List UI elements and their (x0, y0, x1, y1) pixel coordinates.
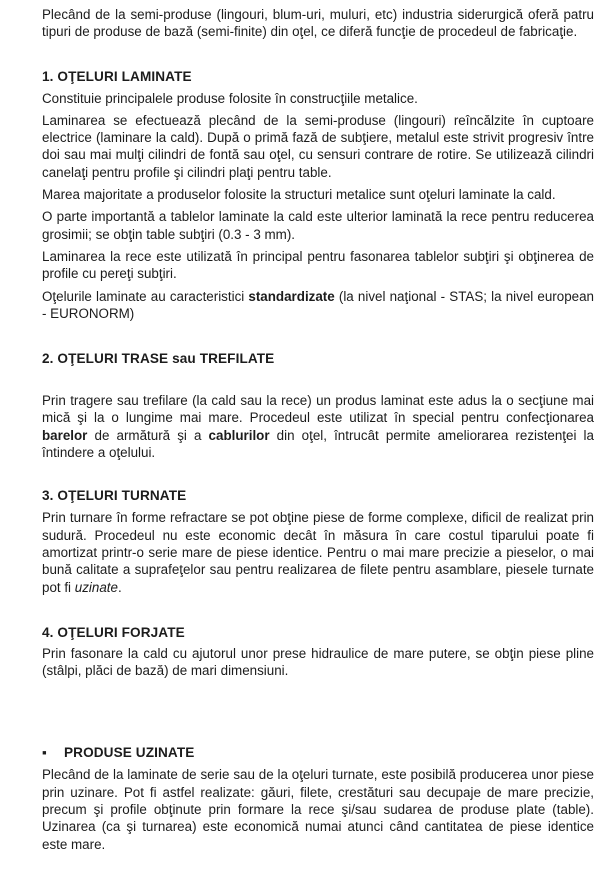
section-1-paragraph-1: Constituie principalele produse folosite în construcţiile metalice. (42, 90, 418, 106)
section-1-heading: 1. OŢELURI LAMINATE (42, 68, 192, 84)
section-3-paragraph-1 (42, 509, 594, 595)
bold-term-standardizate: standardizate (248, 288, 335, 304)
section-5-title: PRODUSE UZINATE (64, 745, 195, 761)
intro-paragraph: Plecând de la semi-produse (lingouri, blum-uri, muluri, etc) industria siderurgică oferă patru tipuri de produse de bază (semi-finite) din oţel, ce diferă funcţie de procedeul de fabricaţie. (42, 7, 594, 40)
text-run: din oţel, întrucât permite ameliorarea rezistenţei la întindere a oţelului. (42, 427, 594, 461)
section-1-paragraph-2: Laminarea se efectuează plecând de la semi-produse (lingouri) reîncălzite în cuptoare electrice (laminare la cald). După o primă fază de subţiere, metalul este strivit progresiv între doi sau mai mulţi cilindri de fontă sau oţel, cu sensuri contrare de rotire. Se utilizează cilindri canelaţi pentru profile şi cilindri plaţi pentru table. (42, 112, 594, 180)
section-1-paragraph-5: Laminarea la rece este utilizată în principal pentru fasonarea tablelor subţiri şi obţinerea de profile cu pereţi subţiri. (42, 248, 594, 282)
section-4-heading: 4. OŢELURI FORJATE (42, 624, 185, 640)
section-1-paragraph-3: Marea majoritate a produselor folosite la structuri metalice sunt oţeluri laminate la cald. (42, 187, 556, 203)
italic-term-uzinate: uzinate (74, 579, 118, 595)
text-run: . (117, 579, 122, 595)
text-run: Oţelurile laminate au caracteristici (42, 288, 249, 304)
section-3-heading: 3. OŢELURI TURNATE (42, 488, 187, 504)
section-2-paragraph-1 (42, 392, 594, 461)
document-page (42, 2, 594, 853)
square-bullet-icon: ▪ (42, 745, 47, 761)
section-4-paragraph-1: Prin fasonare la cald cu ajutorul unor prese hidraulice de mare putere, se obţin piese pline (stâlpi, plăci de bază) de mari dimensiuni. (42, 645, 594, 679)
bold-term-barelor: barelor (42, 427, 88, 443)
text-run: Prin turnare în forme refractare se pot obţine piese de forme complexe, dificil de realizat prin sudură. Procedeul nu este economic decât în măsura în care costul tiparului poate fi amortizat printr-o serie mare de piese identice. Pentru o mai mare precizie a pieselor, o mai bună calitate a suprafeţelor sau pentru realizarea de filete pentru asamblare, piesele turnate pot fi (42, 510, 594, 595)
section-5-heading (42, 744, 594, 762)
bold-term-cablurilor: cablurilor (208, 427, 270, 443)
text-run: de armătură şi a (87, 427, 209, 443)
text-run: (la nivel naţional - STAS; la nivel european - EURONORM) (42, 288, 594, 321)
text-run: Prin tragere sau trefilare (la cald sau la rece) un produs laminat este adus la o secţiune mai mică şi la o lungime mai mare. Procedeul este utilizat în special pentru confecţionarea (42, 393, 594, 426)
section-1-paragraph-6 (42, 288, 594, 323)
section-1-paragraph-4: O parte importantă a tablelor laminate la cald este ulterior laminată la rece pentru reducerea grosimii; se obţin table subţiri (0.3 - 3 mm). (42, 209, 594, 242)
section-2-heading: 2. OŢELURI TRASE sau TREFILATE (42, 351, 275, 367)
section-5-paragraph-1: Plecând de la laminate de serie sau de la oţeluri turnate, este posibilă producerea unor piese prin uzinare. Pot fi astfel realizate: găuri, filete, crestături sau decupaje de mare precizie, precum şi profile obţinute prin formare la rece şi/sau sudarea de produse plate (table). Uzinarea (ca şi turnarea) este economică numai atunci când cantitatea de piese identice este mare. (42, 767, 594, 852)
